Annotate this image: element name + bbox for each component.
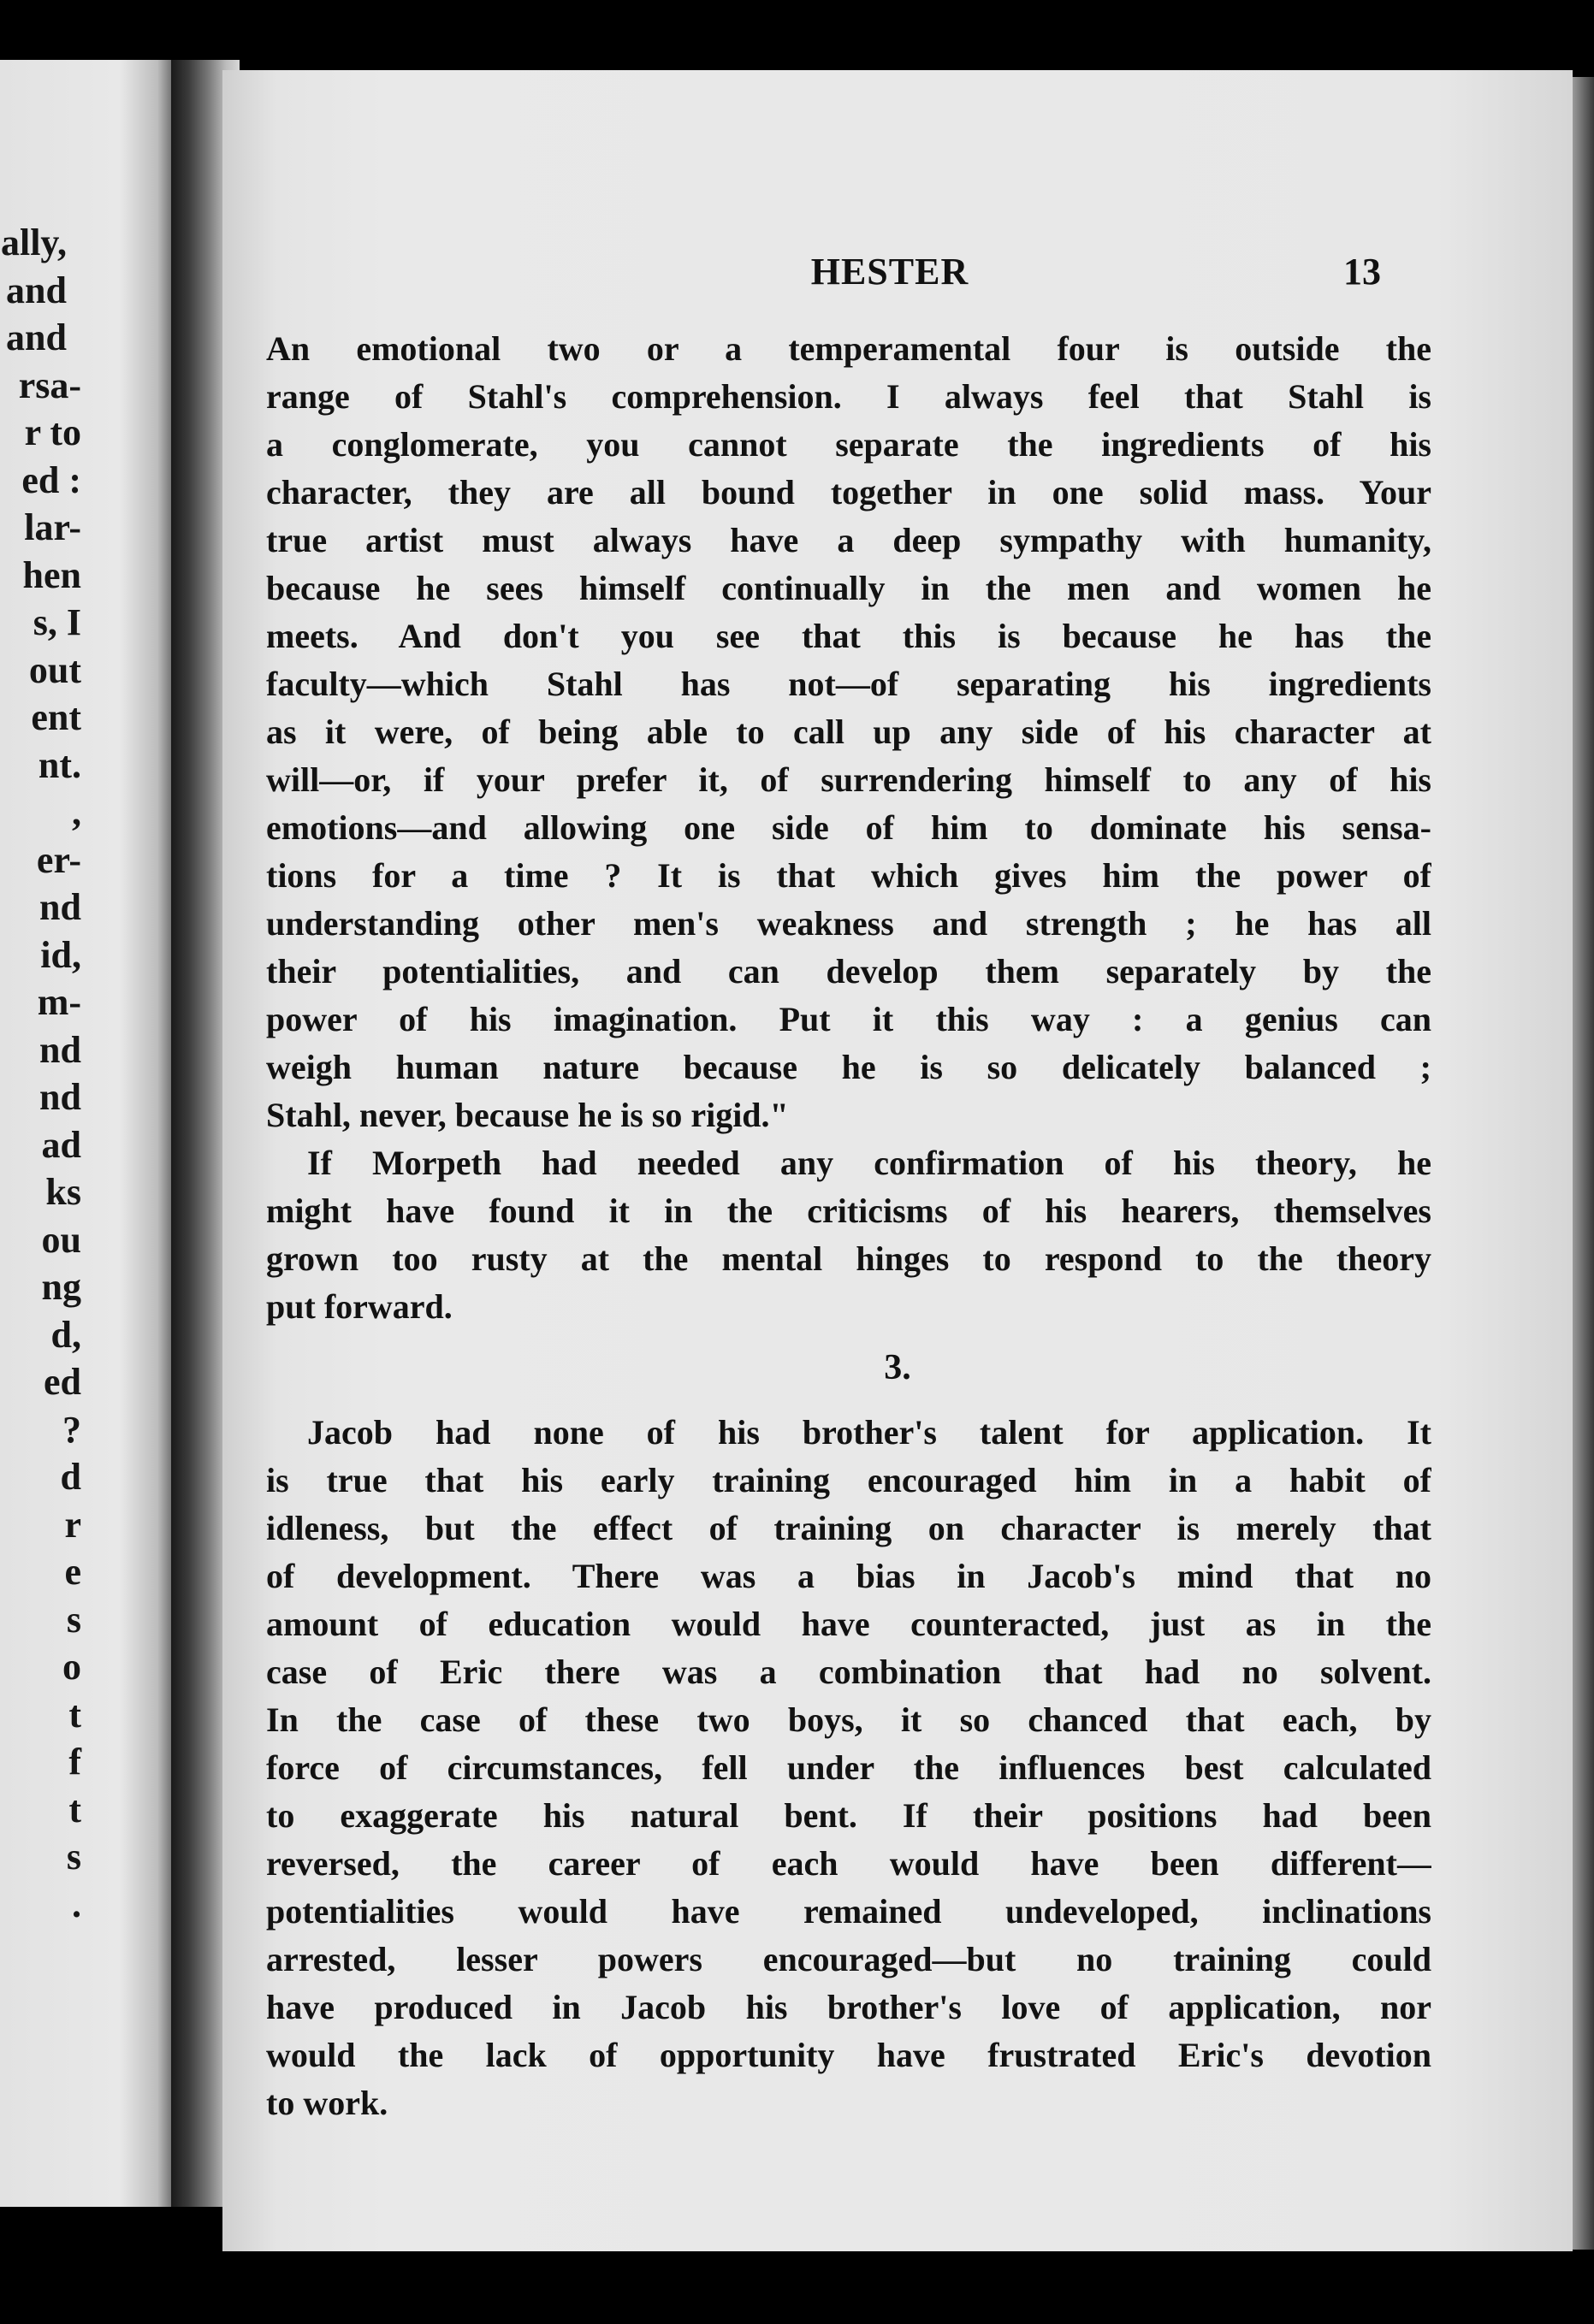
previous-page-fragment: t — [68, 1693, 81, 1736]
previous-page-fragment: o — [62, 1646, 81, 1688]
text-line: understanding other men's weakness and strength ; he has all — [266, 904, 1431, 943]
previous-page-fragment: d, — [50, 1313, 81, 1356]
running-title: HESTER — [810, 251, 969, 293]
text-line: would the lack of opportunity have frustrated Eric's devotion — [266, 2036, 1431, 2074]
previous-page-fragment: and — [6, 269, 67, 311]
text-line: amount of education would have counteracted, just as in the — [266, 1605, 1431, 1643]
text-line: An emotional two or a temperamental four is outside the — [266, 329, 1431, 368]
text-line: arrested, lesser powers encouraged—but no training could — [266, 1940, 1431, 1978]
text-line: a conglomerate, you cannot separate the ingredients of his — [266, 425, 1431, 464]
text-line: weigh human nature because he is so delicately balanced ; — [266, 1048, 1431, 1086]
paragraph-2 — [266, 1139, 1431, 1331]
text-line: Stahl, never, because he is so rigid." — [266, 1096, 789, 1134]
paragraph-3 — [266, 1409, 1431, 2127]
previous-page-fragment: s — [66, 1836, 81, 1878]
previous-page-fragment: ed : — [21, 458, 81, 501]
previous-page-fragment: lar- — [24, 506, 81, 548]
book-page — [222, 70, 1573, 2251]
text-line: In the case of these two boys, it so chanced that each, by — [266, 1700, 1431, 1739]
previous-page-fragment: ou — [41, 1218, 81, 1261]
page-number: 13 — [1343, 251, 1381, 293]
text-line: faculty—which Stahl has not—of separating his ingredients — [266, 665, 1431, 703]
previous-page-fragment: nt. — [38, 743, 81, 786]
text-line: because he sees himself continually in the men and women he — [266, 569, 1431, 607]
text-line: reversed, the career of each would have been different— — [266, 1844, 1431, 1883]
previous-page-fragment: f — [68, 1741, 81, 1783]
text-line: grown too rusty at the mental hinges to respond to the theory — [266, 1239, 1431, 1278]
previous-page-fragment: r — [64, 1503, 81, 1546]
text-line: to work. — [266, 2084, 388, 2122]
text-line: character, they are all bound together in one solid mass. Your — [266, 473, 1431, 512]
previous-page-fragment: r to — [24, 411, 81, 453]
text-line: have produced in Jacob his brother's love of application, nor — [266, 1988, 1431, 2026]
previous-page-fragment: d — [60, 1456, 81, 1498]
paragraph-1 — [266, 325, 1431, 1139]
previous-page-fragment: , — [72, 791, 81, 833]
previous-page-fragment: ent — [31, 696, 81, 738]
text-line: emotions—and allowing one side of him to dominate his sensa- — [266, 808, 1431, 847]
previous-page-fragment: nd — [39, 1028, 81, 1071]
previous-page-fragment: e — [64, 1551, 81, 1593]
text-line: true artist must always have a deep sympathy with humanity, — [266, 521, 1431, 559]
previous-page-fragment: s, I — [33, 601, 81, 643]
text-line: to exaggerate his natural bent. If their positions had been — [266, 1796, 1431, 1835]
text-line: potentialities would have remained undeveloped, inclinations — [266, 1892, 1431, 1931]
text-line: If Morpeth had needed any confirmation of his theory, he — [307, 1144, 1431, 1182]
text-line: range of Stahl's comprehension. I always feel that Stahl is — [266, 377, 1431, 416]
text-line: case of Eric there was a combination that had no solvent. — [266, 1653, 1431, 1691]
text-line: force of circumstances, fell under the influences best calculated — [266, 1748, 1431, 1787]
text-line: power of his imagination. Put it this way : a genius can — [266, 1000, 1431, 1038]
previous-page — [0, 60, 171, 2207]
page-edge-shadow — [1573, 77, 1594, 2250]
previous-page-fragment: m- — [37, 981, 81, 1023]
text-line: is true that his early training encouraged him in a habit of — [266, 1461, 1431, 1499]
previous-page-fragment: ally, — [0, 222, 67, 263]
previous-page-fragment: ? — [62, 1408, 81, 1451]
previous-page-fragment: out — [28, 648, 81, 691]
text-line: as it were, of being able to call up any side of his character at — [266, 713, 1431, 751]
previous-page-fragment: ks — [45, 1171, 81, 1213]
text-line: of development. There was a bias in Jacob's mind that no — [266, 1557, 1431, 1595]
previous-page-fragment: and — [6, 316, 67, 358]
previous-page-fragment: ng — [41, 1266, 81, 1308]
text-line: their potentialities, and can develop them separately by the — [266, 952, 1431, 991]
text-line: might have found it in the criticisms of his hearers, themselves — [266, 1192, 1431, 1230]
running-head — [222, 250, 1573, 301]
text-line: meets. And don't you see that this is because he has the — [266, 617, 1431, 655]
text-line: put forward. — [266, 1287, 453, 1326]
text-line: idleness, but the effect of training on character is merely that — [266, 1509, 1431, 1547]
previous-page-fragment: . — [72, 1883, 81, 1925]
previous-page-fragment: t — [68, 1788, 81, 1830]
previous-page-fragment: er- — [36, 838, 81, 881]
previous-page-fragment: hen — [22, 553, 81, 596]
previous-page-fragment: id, — [40, 933, 81, 976]
text-line: Jacob had none of his brother's talent for application. It — [307, 1413, 1431, 1452]
previous-page-fragment: s — [66, 1598, 81, 1641]
previous-page-fragment: nd — [39, 886, 81, 928]
section-number: 3. — [884, 1348, 911, 1387]
previous-page-fragment: ad — [41, 1123, 81, 1166]
previous-page-fragment: ed — [44, 1361, 81, 1403]
text-line: will—or, if your prefer it, of surrendering himself to any of his — [266, 760, 1431, 799]
previous-page-fragment: nd — [39, 1076, 81, 1118]
previous-page-fragment: rsa- — [18, 364, 81, 406]
text-line: tions for a time ? It is that which gives him the power of — [266, 856, 1431, 895]
